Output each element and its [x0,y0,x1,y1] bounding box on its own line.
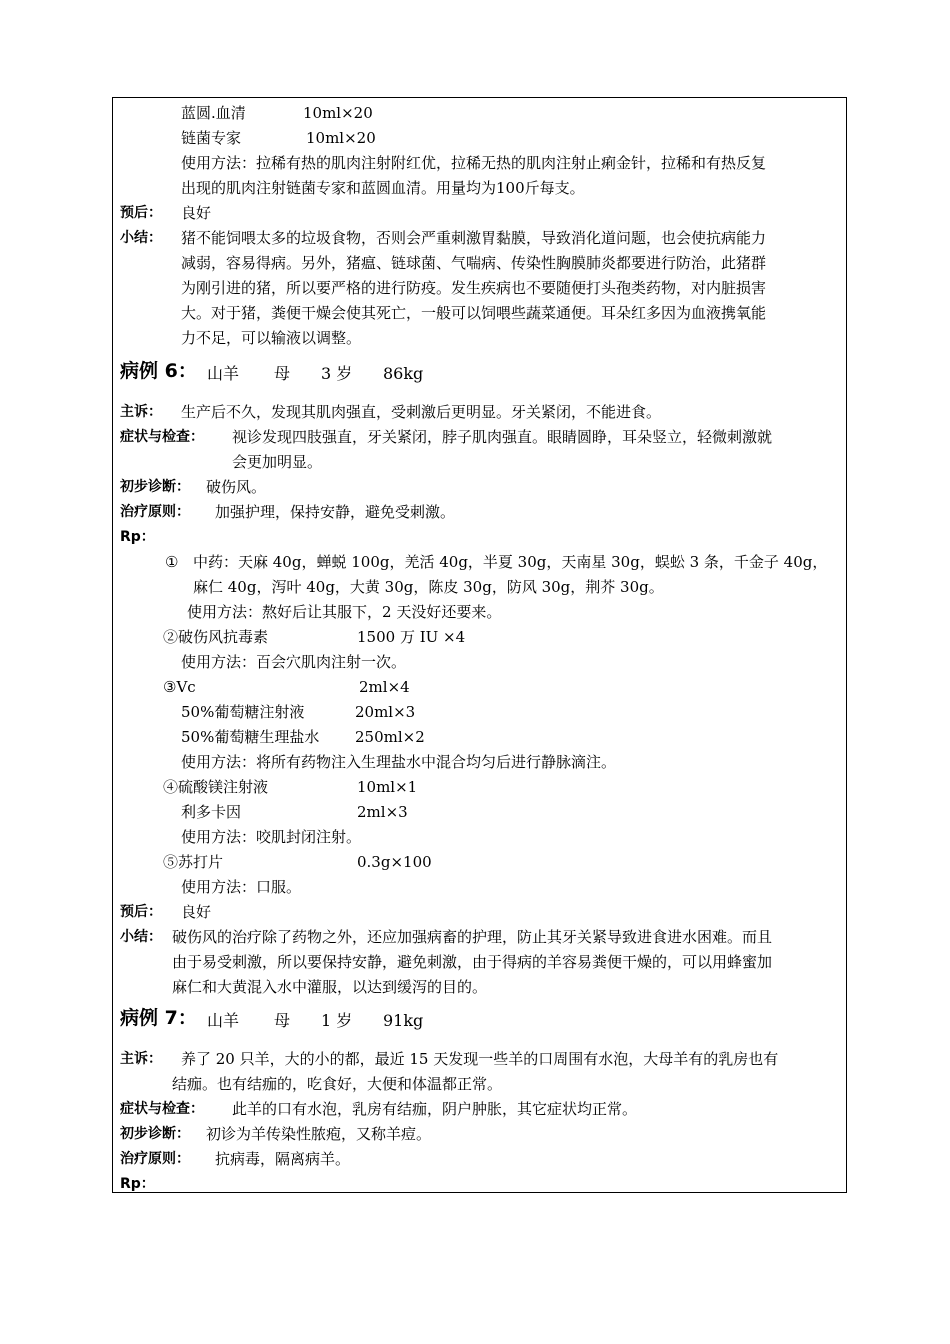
drug-dose: 2ml×3 [357,803,408,821]
diagnosis-text: 破伤风。 [206,478,267,496]
symptom-text: 视诊发现四肢强直，牙关紧闭，脖子肌肉强直。眼睛圆睁，耳朵竖立，轻微刺激就 [232,428,773,446]
summary-text: 为刚引进的猪，所以要严格的进行防疫。发生疾病也不要随便打头孢类药物，对内脏损害 [181,279,767,297]
symptom-text: 此羊的口有水泡，乳房有结痂，阴户肿胀，其它症状均正常。 [232,1100,638,1118]
usage-text: 使用方法：百会穴肌肉注射一次。 [181,653,407,671]
prognosis-label: 预后： [120,205,162,221]
animal-species: 山羊 [207,364,240,383]
drug-dose: 1500 万 IU ×4 [357,628,466,646]
animal-sex: 母 [274,1011,291,1030]
summary-text: 大。对于猪，粪便干燥会使其死亡，一般可以饲喂些蔬菜通便。耳朵红多因为血液携氧能 [181,304,767,322]
animal-weight: 86kg [383,364,424,383]
animal-species: 山羊 [207,1011,240,1030]
animal-sex: 母 [274,364,291,383]
rx-text: 中药：天麻 40g，蝉蜕 100g，羌活 40g，半夏 30g，天南星 30g，蜈蚣 3 条，千金子 40g， [193,553,828,571]
prognosis-value: 良好 [181,204,212,222]
usage-text: 使用方法：熬好后让其服下，2 天没好还要来。 [187,603,502,621]
complaint-text: 生产后不久，发现其肌肉强直，受刺激后更明显。牙关紧闭，不能进食。 [181,403,662,421]
drug-name: ③Vc [163,678,196,696]
usage-text: 使用方法：将所有药物注入生理盐水中混合均匀后进行静脉滴注。 [181,753,617,771]
drug-name: 蓝圆.血清 [181,104,246,122]
drug-name: 利多卡因 [181,803,242,821]
principle-text: 抗病毒，隔离病羊。 [215,1150,351,1168]
summary-text: 麻仁和大黄混入水中灌服，以达到缓泻的目的。 [172,978,488,996]
symptom-label: 症状与检查： [120,429,204,445]
usage-text: 使用方法：口服。 [181,878,302,896]
usage-text: 使用方法：拉稀有热的肌肉注射附红优，拉稀无热的肌肉注射止痢金针，拉稀和有热反复 [181,154,767,172]
summary-label: 小结： [120,230,162,246]
symptom-text: 会更加明显。 [232,453,323,471]
summary-text: 猪不能饲喂太多的垃圾食物，否则会严重刺激胃黏膜，导致消化道问题，也会使抗病能力 [181,229,767,247]
diagnosis-label: 初步诊断： [120,1126,190,1142]
principle-text: 加强护理，保持安静，避免受刺激。 [215,503,456,521]
summary-text: 力不足，可以输液以调整。 [181,329,362,347]
symptom-label: 症状与检查： [120,1101,204,1117]
complaint-text: 养了 20 只羊，大的小的都，最近 15 天发现一些羊的口周围有水泡，大母羊有的乳房也有 [181,1050,779,1068]
diagnosis-text: 初诊为羊传染性脓疱，又称羊痘。 [206,1125,432,1143]
drug-name: ②破伤风抗毒素 [163,628,269,646]
usage-text: 出现的肌肉注射链菌专家和蓝圆血清。用量均为100斤每支。 [181,179,585,197]
drug-dose: 10ml×20 [306,129,376,147]
case-title: 病例 7： [120,1007,197,1029]
summary-text: 减弱，容易得病。另外，猪瘟、链球菌、气喘病、传染性胸膜肺炎都要进行防治，此猪群 [181,254,767,272]
summary-label: 小结： [120,929,162,945]
diagnosis-label: 初步诊断： [120,479,190,495]
complaint-label: 主诉： [120,1051,162,1067]
drug-dose: 2ml×4 [359,678,410,696]
usage-text: 使用方法：咬肌封闭注射。 [181,828,362,846]
rp-label: Rp： [120,1176,155,1192]
summary-text: 由于易受刺激，所以要保持安静，避免刺激，由于得病的羊容易粪便干燥的，可以用蜂蜜加 [172,953,773,971]
case-title: 病例 6： [120,360,197,382]
principle-label: 治疗原则： [120,1151,190,1167]
complaint-label: 主诉： [120,404,162,420]
animal-age: 3 岁 [321,364,353,383]
drug-name: 50%葡萄糖生理盐水 [181,728,320,746]
drug-name: 链菌专家 [181,129,242,147]
complaint-text: 结痂。也有结痂的，吃食好，大便和体温都正常。 [172,1075,503,1093]
prognosis-label: 预后： [120,904,162,920]
prognosis-value: 良好 [181,903,212,921]
drug-dose: 10ml×20 [303,104,373,122]
rx-text: 麻仁 40g，泻叶 40g，大黄 30g，陈皮 30g，防风 30g，荆芥 30g。 [193,578,664,596]
drug-name: 50%葡萄糖注射液 [181,703,305,721]
rx-number: ① [165,553,179,571]
principle-label: 治疗原则： [120,504,190,520]
rp-label: Rp： [120,529,155,545]
drug-dose: 10ml×1 [357,778,418,796]
drug-name: ④硫酸镁注射液 [163,778,269,796]
animal-age: 1 岁 [321,1011,353,1030]
drug-name: ⑤苏打片 [163,853,224,871]
drug-dose: 250ml×2 [355,728,425,746]
animal-weight: 91kg [383,1011,424,1030]
drug-dose: 0.3g×100 [357,853,432,871]
drug-dose: 20ml×3 [355,703,416,721]
summary-text: 破伤风的治疗除了药物之外，还应加强病畜的护理，防止其牙关紧导致进食进水困难。而且 [172,928,773,946]
